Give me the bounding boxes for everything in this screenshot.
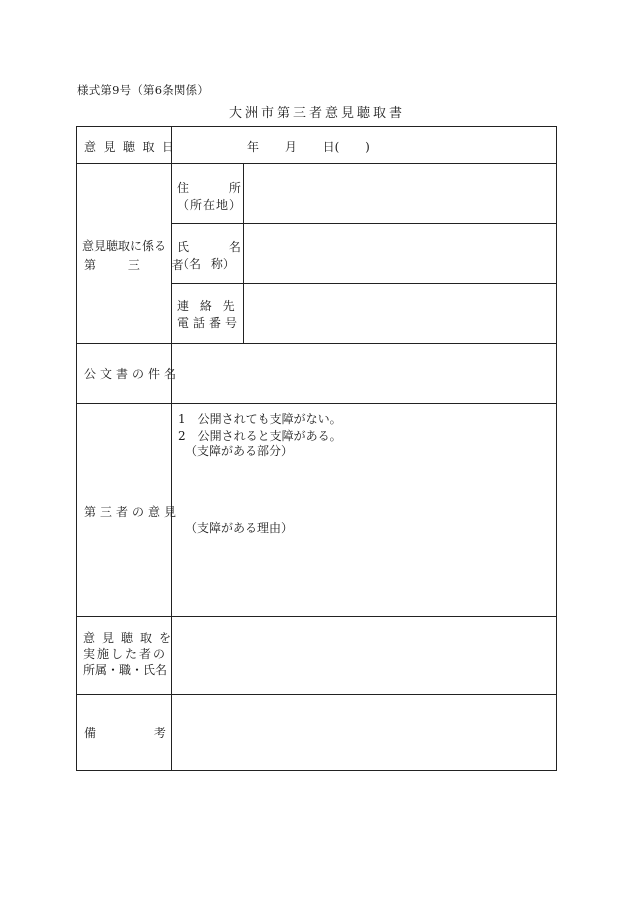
remarks-label: 備 考 bbox=[84, 726, 166, 740]
contact-label-text: 連 絡 先 bbox=[177, 299, 235, 313]
hearing-date-label bbox=[84, 138, 182, 155]
row-divider bbox=[77, 403, 556, 404]
contact-label bbox=[177, 297, 242, 331]
opinion-option-1[interactable]: 1 公開されても支障がない。 bbox=[178, 412, 342, 426]
hearing-date-label-text: 意見聴取日 bbox=[84, 140, 182, 154]
opinion-label: 第三者の意見 bbox=[84, 505, 181, 519]
hearing-date-value[interactable]: 年 月 日( ) bbox=[247, 140, 370, 154]
address-sublabel: （所在地） bbox=[177, 198, 243, 212]
implementer-field[interactable] bbox=[172, 617, 556, 694]
name-field[interactable] bbox=[244, 224, 556, 283]
address-label bbox=[177, 179, 243, 213]
name-label bbox=[177, 238, 239, 272]
third-party-label-line1: 意見聴取に係る bbox=[82, 239, 167, 253]
address-label-text: 住 所 bbox=[177, 181, 241, 195]
opinion-option-2[interactable]: 2 公開されると支障がある。 bbox=[178, 429, 342, 443]
implementer-label-line1: 意見聴取を bbox=[83, 631, 179, 645]
remarks-field[interactable] bbox=[172, 695, 556, 770]
implementer-label-line2: 実施した者の bbox=[83, 647, 168, 661]
address-field[interactable] bbox=[244, 164, 556, 223]
implementer-label bbox=[83, 630, 179, 678]
form-code: 様式第9号（第6条関係） bbox=[77, 83, 210, 97]
contact-field[interactable] bbox=[244, 284, 556, 343]
third-party-label-line2: 第 三 者 bbox=[84, 258, 184, 272]
document-subject-field[interactable] bbox=[172, 344, 556, 403]
document-subject-label: 公文書の件名 bbox=[84, 367, 181, 381]
name-label-text: 氏 名 bbox=[177, 240, 241, 254]
opinion-part-label: （支障がある部分） bbox=[185, 444, 294, 458]
opinion-reason-label: （支障がある理由） bbox=[185, 521, 294, 535]
implementer-label-line3: 所属・職・氏名 bbox=[83, 663, 168, 677]
name-sublabel: （名 称） bbox=[177, 257, 235, 271]
third-party-label bbox=[82, 237, 184, 273]
document-title: 大洲市第三者意見聴取書 bbox=[228, 106, 405, 121]
hearing-form-table bbox=[76, 126, 557, 771]
phone-label: 電話番号 bbox=[177, 316, 242, 330]
